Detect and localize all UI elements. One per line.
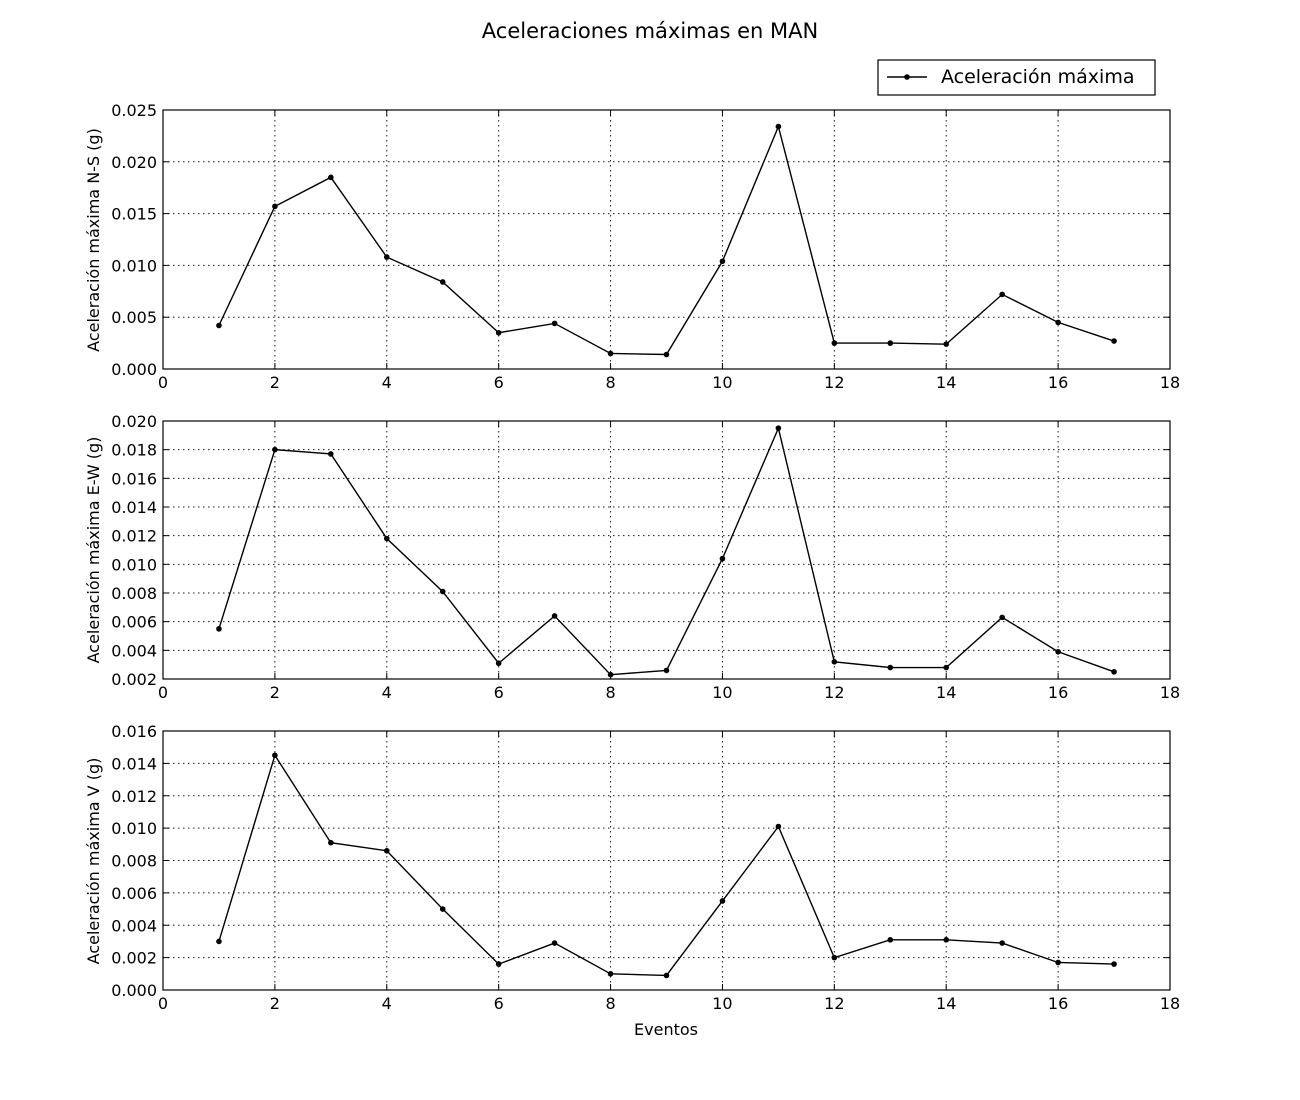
x-tick-label: 4: [381, 683, 392, 702]
x-tick-label: 12: [824, 994, 845, 1013]
series-line: [219, 127, 1114, 355]
y-tick-label: 0.020: [111, 412, 157, 431]
y-tick-label: 0.015: [111, 204, 157, 224]
data-point: [552, 613, 558, 619]
x-tick-label: 0: [157, 994, 169, 1013]
y-tick-label: 0.016: [111, 722, 157, 741]
data-point: [552, 940, 558, 946]
y-tick-label: 0.010: [111, 555, 157, 575]
data-point: [776, 425, 782, 431]
subplot-1: [84, 101, 1180, 392]
data-point: [496, 660, 502, 666]
data-point: [384, 254, 390, 260]
data-point: [887, 340, 893, 346]
x-tick-label: 14: [936, 373, 957, 392]
plot-frame: [163, 110, 1170, 369]
data-point: [496, 330, 502, 336]
x-tick-label: 16: [1047, 373, 1069, 392]
data-point: [1055, 649, 1061, 655]
chart-title: Aceleraciones máximas en MAN: [481, 19, 819, 43]
x-tick-label: 2: [269, 683, 280, 702]
y-tick-label: 0.025: [111, 101, 157, 120]
data-point: [776, 124, 782, 130]
x-tick-label: 4: [381, 373, 392, 392]
y-tick-label: 0.004: [111, 916, 157, 936]
y-tick-label: 0.018: [111, 440, 157, 460]
data-point: [440, 906, 446, 912]
data-point: [608, 351, 614, 357]
x-tick-label: 16: [1047, 683, 1069, 702]
data-point: [440, 589, 446, 595]
y-tick-label: 0.014: [111, 754, 157, 774]
data-point: [608, 672, 614, 678]
data-point: [216, 323, 222, 329]
x-tick-label: 4: [381, 994, 392, 1013]
y-tick-label: 0.008: [111, 584, 157, 603]
data-point: [832, 955, 838, 961]
x-tick-label: 8: [605, 373, 616, 392]
x-tick-label: 0: [157, 373, 169, 392]
x-tick-label: 10: [712, 373, 733, 392]
y-tick-label: 0.016: [111, 469, 157, 489]
data-point: [1111, 338, 1117, 344]
data-point: [272, 447, 278, 453]
data-point: [272, 752, 278, 758]
x-tick-label: 16: [1047, 994, 1069, 1013]
data-point: [608, 971, 614, 977]
data-point: [1055, 320, 1061, 326]
y-axis-label: Aceleración máxima V (g): [84, 757, 103, 965]
data-point: [664, 352, 670, 358]
x-tick-label: 18: [1159, 994, 1181, 1013]
subplot-3: [84, 722, 1180, 1013]
data-point: [384, 848, 390, 854]
data-point: [887, 665, 893, 671]
legend: [878, 60, 1155, 95]
x-tick-label: 14: [936, 683, 957, 702]
data-point: [384, 536, 390, 542]
data-point: [328, 451, 334, 457]
y-tick-label: 0.000: [111, 981, 157, 1000]
y-tick-label: 0.006: [111, 612, 157, 632]
legend-marker-swatch: [904, 74, 910, 80]
data-point: [1111, 669, 1117, 675]
y-tick-label: 0.012: [111, 526, 157, 546]
data-point: [999, 615, 1005, 621]
plot-frame: [163, 421, 1170, 679]
x-tick-label: 8: [605, 683, 616, 702]
data-point: [272, 204, 278, 210]
data-point: [552, 321, 558, 327]
y-tick-label: 0.014: [111, 498, 157, 517]
data-point: [943, 341, 949, 347]
y-tick-label: 0.020: [111, 152, 157, 172]
data-point: [832, 659, 838, 665]
data-point: [832, 340, 838, 346]
x-tick-label: 14: [936, 994, 957, 1013]
data-point: [720, 258, 726, 264]
y-axis-label: Aceleración máxima N-S (g): [84, 128, 103, 352]
legend-label: Aceleración máxima: [941, 66, 1135, 88]
data-point: [216, 626, 222, 632]
y-tick-label: 0.010: [111, 256, 157, 276]
y-tick-label: 0.000: [111, 360, 157, 379]
x-tick-label: 6: [493, 683, 504, 702]
subplots: [84, 101, 1180, 1013]
data-point: [720, 556, 726, 562]
data-point: [943, 665, 949, 671]
y-tick-label: 0.002: [111, 948, 157, 968]
y-tick-label: 0.010: [111, 819, 157, 839]
x-tick-label: 10: [712, 994, 733, 1013]
data-point: [887, 937, 893, 943]
x-tick-label: 2: [269, 994, 280, 1013]
data-point: [216, 939, 222, 945]
x-tick-label: 6: [493, 373, 504, 392]
x-tick-label: 12: [824, 683, 845, 702]
data-point: [328, 840, 334, 846]
data-point: [664, 668, 670, 674]
subplot-2: [84, 412, 1180, 702]
x-tick-label: 6: [493, 994, 504, 1013]
y-tick-label: 0.005: [111, 308, 157, 328]
series-line: [219, 428, 1114, 675]
x-axis-label: Eventos: [634, 1020, 698, 1039]
x-tick-label: 0: [157, 683, 169, 702]
series-line: [219, 755, 1114, 975]
x-tick-label: 18: [1159, 373, 1181, 392]
data-point: [440, 279, 446, 285]
x-tick-label: 18: [1159, 683, 1181, 702]
x-tick-label: 10: [712, 683, 733, 702]
y-tick-label: 0.002: [111, 670, 157, 689]
y-tick-label: 0.006: [111, 883, 157, 903]
data-point: [664, 973, 670, 979]
data-point: [1111, 961, 1117, 967]
data-point: [1055, 960, 1061, 966]
data-point: [999, 940, 1005, 946]
data-point: [720, 898, 726, 904]
y-tick-label: 0.012: [111, 786, 157, 806]
data-point: [328, 175, 334, 181]
data-point: [999, 292, 1005, 298]
data-point: [943, 937, 949, 943]
y-tick-label: 0.004: [111, 641, 157, 661]
x-tick-label: 12: [824, 373, 845, 392]
y-tick-label: 0.008: [111, 851, 157, 871]
x-tick-label: 8: [605, 994, 616, 1013]
x-tick-label: 2: [269, 373, 280, 392]
data-point: [496, 961, 502, 967]
data-point: [776, 824, 782, 830]
y-axis-label: Aceleración máxima E-W (g): [84, 436, 103, 664]
